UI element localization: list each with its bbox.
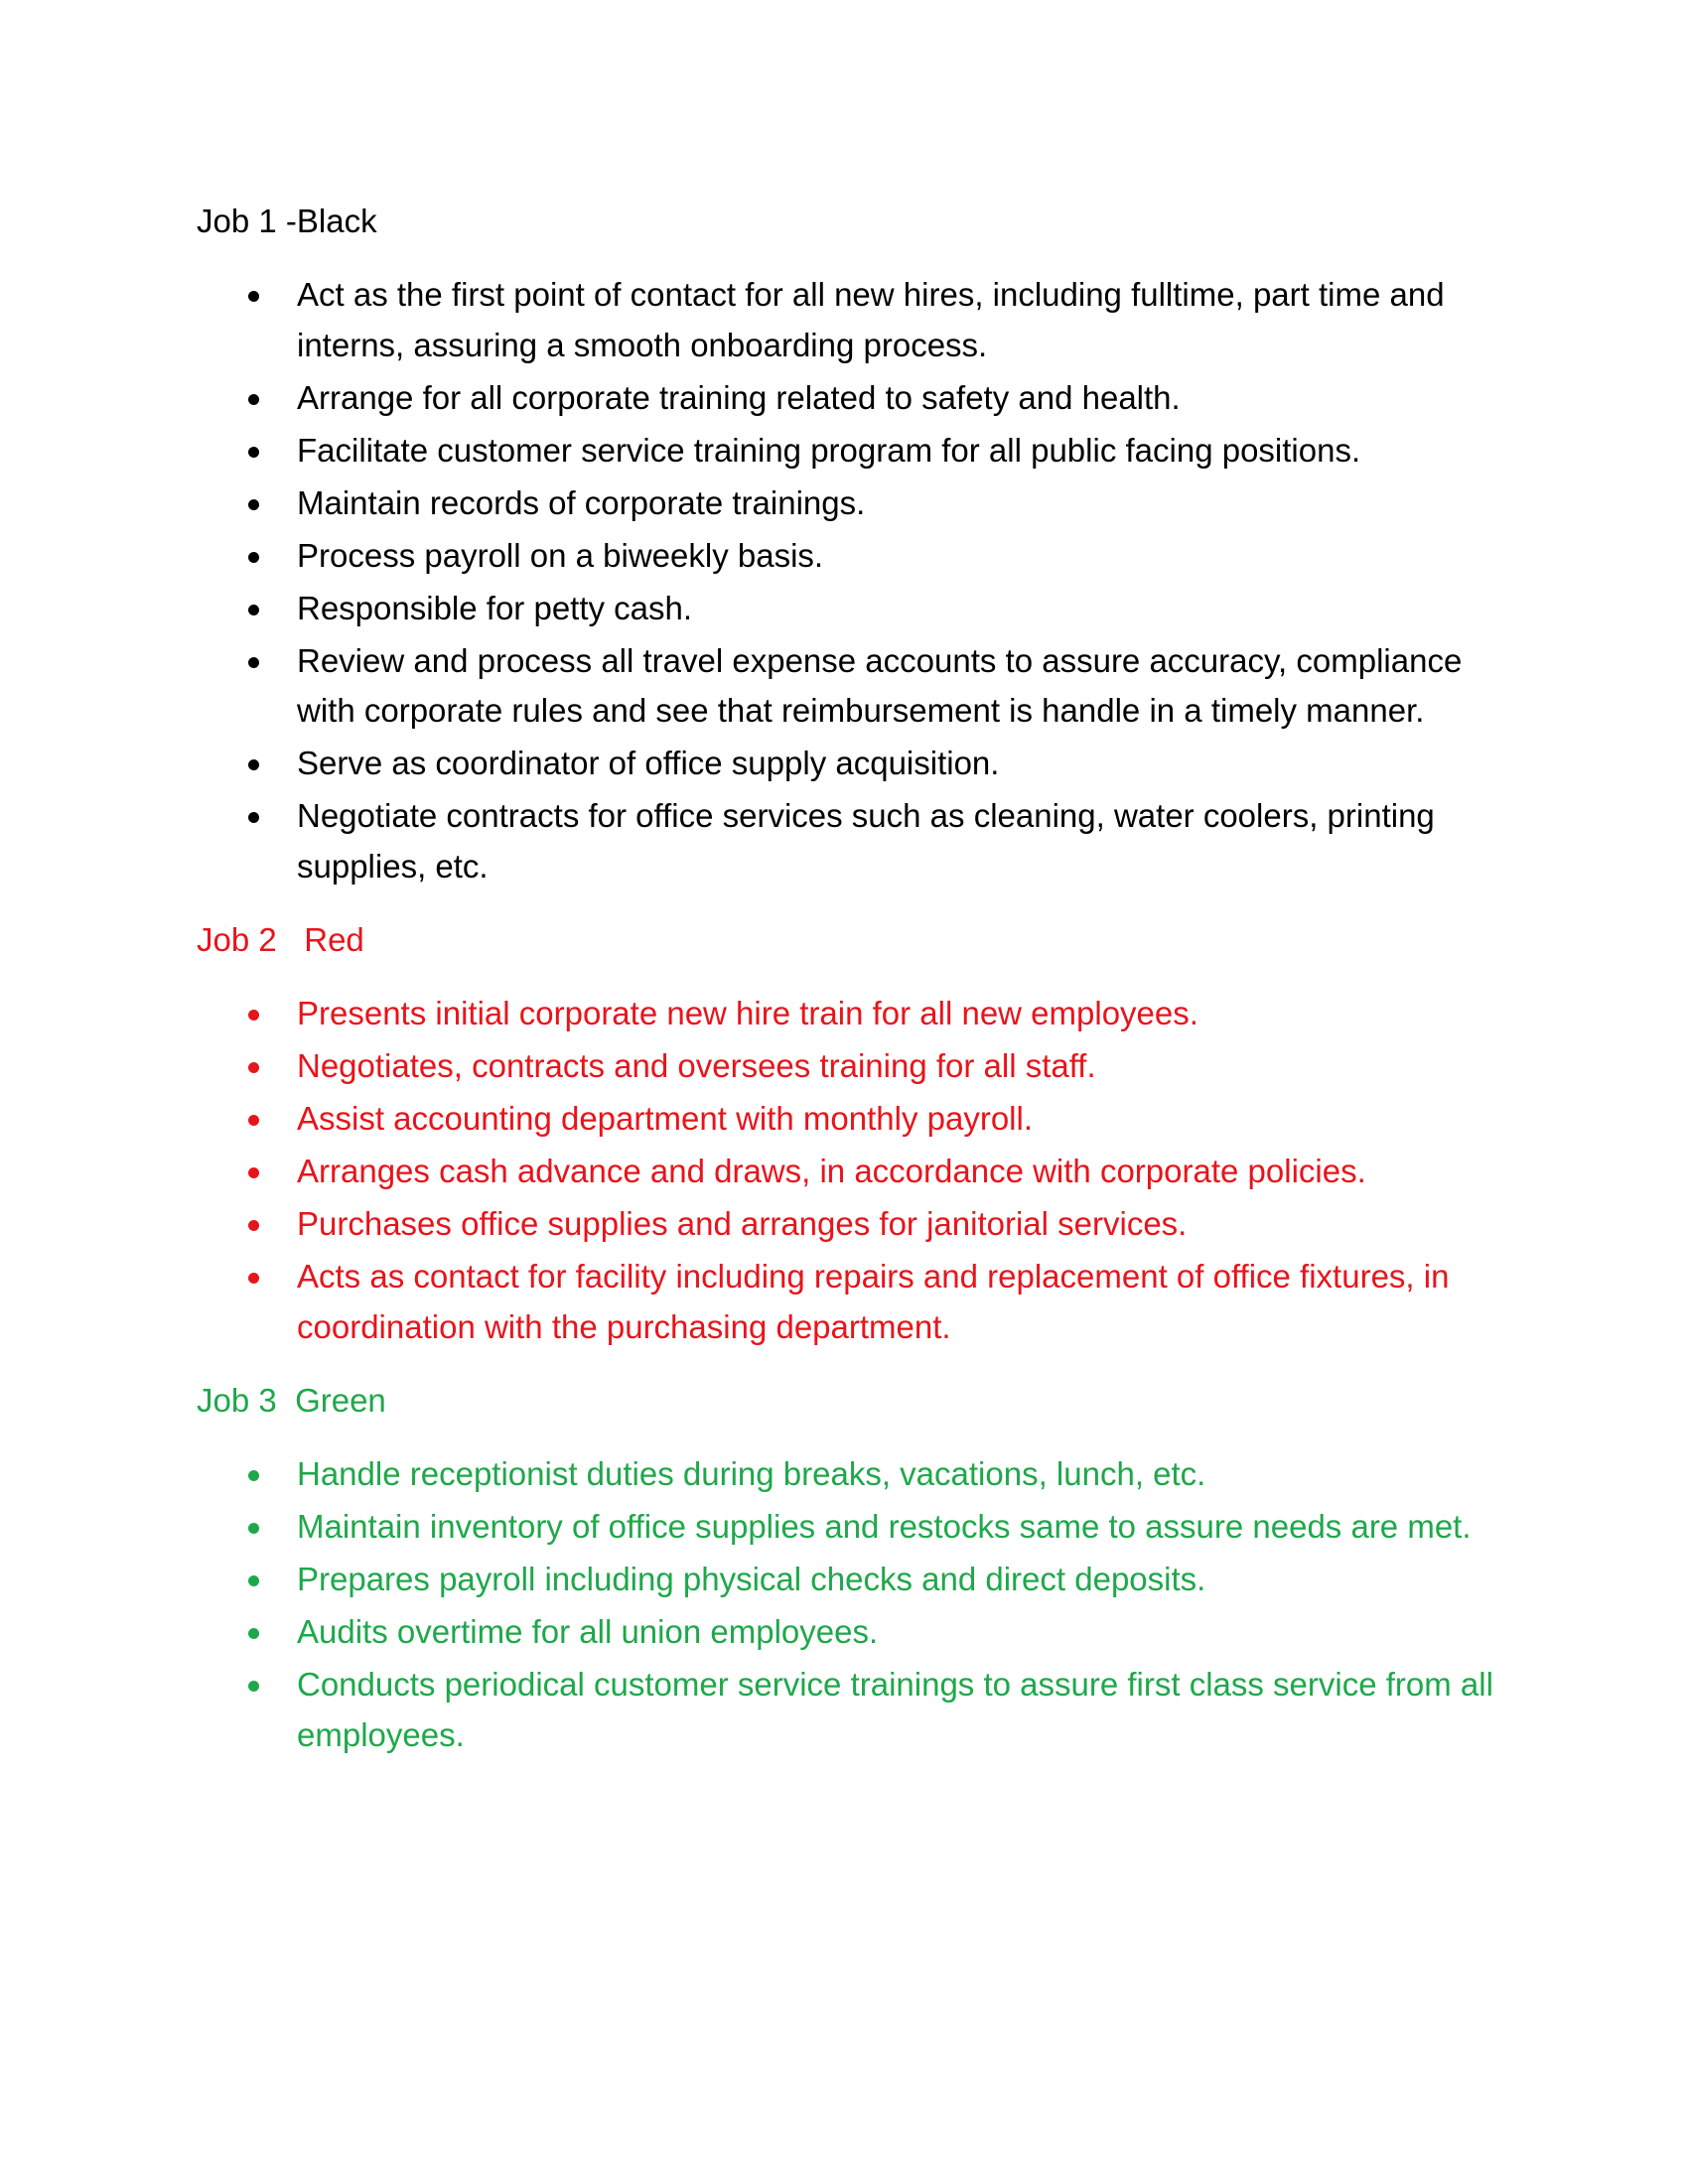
job1-duty-item [197,791,1507,891]
job2-duty-text: Assist accounting department with monthly payroll. [297,1100,1034,1137]
job1-duty-item [197,636,1507,737]
job2-duty-text: Purchases office supplies and arranges for janitorial services. [297,1205,1188,1242]
job1-duty-item [197,531,1507,582]
job1-duty-item [197,584,1507,634]
job1-duty-item [197,373,1507,424]
document-content [197,197,1507,1784]
bullet-icon [248,1167,259,1178]
bullet-icon [248,1062,259,1073]
job2-duty-text: Presents initial corporate new hire train for all new employees. [297,995,1198,1031]
job1-duty-item [197,270,1507,370]
job3-duties-list [197,1449,1507,1760]
job1-duty-text: Responsible for petty cash. [297,589,693,626]
bullet-icon [248,657,259,668]
job3-duty-text: Prepares payroll including physical checks and direct deposits. [297,1561,1206,1597]
job1-duty-text: Serve as coordinator of office supply acquisition. [297,745,1000,781]
bullet-icon [248,499,259,510]
job3-duty-text: Handle receptionist duties during breaks, vacations, lunch, etc. [297,1455,1206,1492]
bullet-icon [248,1575,259,1586]
job2-duty-item [197,1252,1507,1352]
bullet-icon [248,1220,259,1231]
bullet-icon [248,1523,259,1534]
job3-duty-item [197,1607,1507,1658]
job1-duty-text: Review and process all travel expense accounts to assure accuracy, compliance with corporate rules and see that reimbursement is handle in a timely manner. [297,641,1463,729]
job1-duty-text: Arrange for all corporate training related to safety and health. [297,378,1181,416]
job2-duty-text: Acts as contact for facility including repairs and replacement of office fixtures, in coordination with the purchasing department. [297,1258,1450,1345]
bullet-icon [248,759,259,770]
job1-duty-text: Process payroll on a biweekly basis. [297,536,824,574]
job3-duty-text: Audits overtime for all union employees. [297,1613,879,1650]
job1-duty-text: Facilitate customer service training program for all public facing positions. [297,431,1361,469]
job2-title: Job 2 Red [197,921,364,958]
bullet-icon [248,1681,259,1692]
job2-duty-item [197,1041,1507,1092]
bullet-icon [248,1010,259,1021]
bullet-icon [248,394,259,405]
job3-section [197,1376,1507,1760]
job1-section [197,197,1507,891]
job1-duty-text: Maintain records of corporate trainings. [297,483,866,521]
job2-duty-text: Negotiates, contracts and oversees training for all staff. [297,1047,1096,1084]
job1-title: Job 1 -Black [197,203,377,239]
job2-duty-item [197,1199,1507,1250]
job3-title: Job 3 Green [197,1382,386,1419]
job3-duty-item [197,1660,1507,1760]
job1-duty-item [197,426,1507,477]
job3-duty-text: Maintain inventory of office supplies and restocks same to assure needs are met. [297,1508,1472,1545]
job2-section [197,915,1507,1352]
job3-duty-item [197,1502,1507,1553]
job2-duty-item [197,1147,1507,1197]
job2-duty-item [197,989,1507,1039]
job1-duty-item [197,739,1507,789]
job2-duty-item [197,1094,1507,1145]
job3-duty-text: Conducts periodical customer service trainings to assure first class service from all employees. [297,1666,1493,1753]
job2-duty-text: Arranges cash advance and draws, in accordance with corporate policies. [297,1153,1366,1189]
bullet-icon [248,552,259,563]
bullet-icon [248,1115,259,1126]
job3-duty-item [197,1555,1507,1605]
bullet-icon [248,1470,259,1481]
job1-duty-text: Negotiate contracts for office services such as cleaning, water coolers, printing supplies, etc. [297,797,1435,885]
bullet-icon [248,605,259,615]
job3-duty-item [197,1449,1507,1500]
bullet-icon [248,1273,259,1284]
bullet-icon [248,812,259,823]
bullet-icon [248,447,259,458]
job1-duty-item [197,478,1507,529]
job1-duties-list [197,270,1507,891]
job2-duties-list [197,989,1507,1352]
bullet-icon [248,1628,259,1639]
job1-duty-text: Act as the first point of contact for all new hires, including fulltime, part time and interns, assuring a smooth onboarding process. [297,276,1445,363]
bullet-icon [248,291,259,302]
